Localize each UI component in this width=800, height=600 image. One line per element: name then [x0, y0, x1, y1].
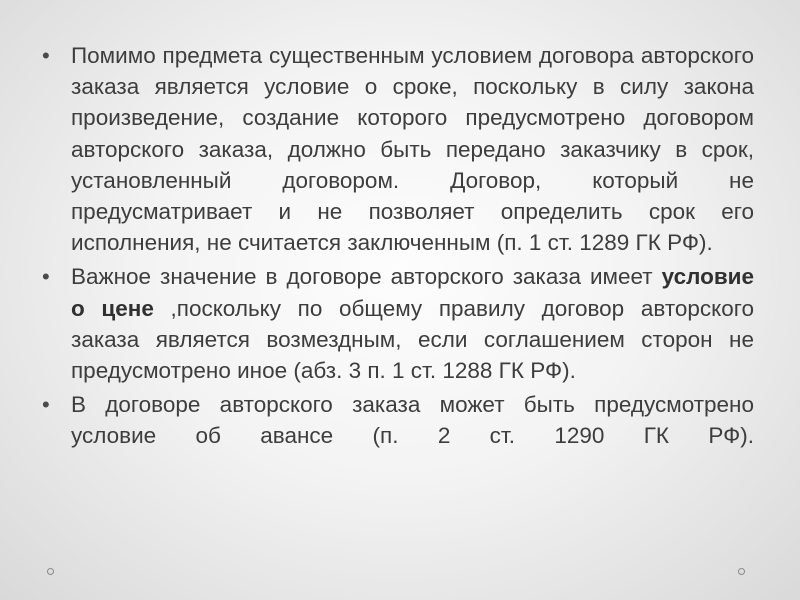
bullet-text-bold: условие о цене: [71, 264, 754, 321]
corner-circle-icon: [738, 568, 745, 575]
bullet-list: [42, 40, 754, 455]
bullet-text-after: ,поскольку по общему правилу договор авторского заказа является возмездным, если соглашением сторон не предусмотрено иное (абз. 3 п. 1 ст. 1288 ГК РФ).: [71, 295, 754, 384]
bullet-text-before: Важное значение в договоре авторского заказа имеет: [71, 264, 662, 290]
bullet-icon: •: [42, 43, 50, 68]
bullet-item-term: [42, 40, 754, 258]
bullet-icon: •: [42, 392, 50, 418]
corner-circle-icon: [47, 568, 54, 575]
bullet-item-advance: [42, 389, 754, 451]
bullet-text: В договоре авторского заказа может быть предусмотрено условие об авансе (п. 2 ст. 1290 ГК РФ).: [71, 392, 754, 449]
bullet-text: Помимо предмета существенным условием договора авторского заказа является условие о сроке, поскольку в силу закона произведение, создание которого предусмотрено договором авторского заказа, должно быть передано заказчику в срок, установленный договором. Договор, который не предусматривает и не позволяет определить срок его исполнения, не считается заключенным (п. 1 ст. 1289 ГК РФ).: [71, 43, 754, 256]
bullet-item-price: [42, 261, 754, 386]
bullet-icon: •: [42, 264, 50, 290]
